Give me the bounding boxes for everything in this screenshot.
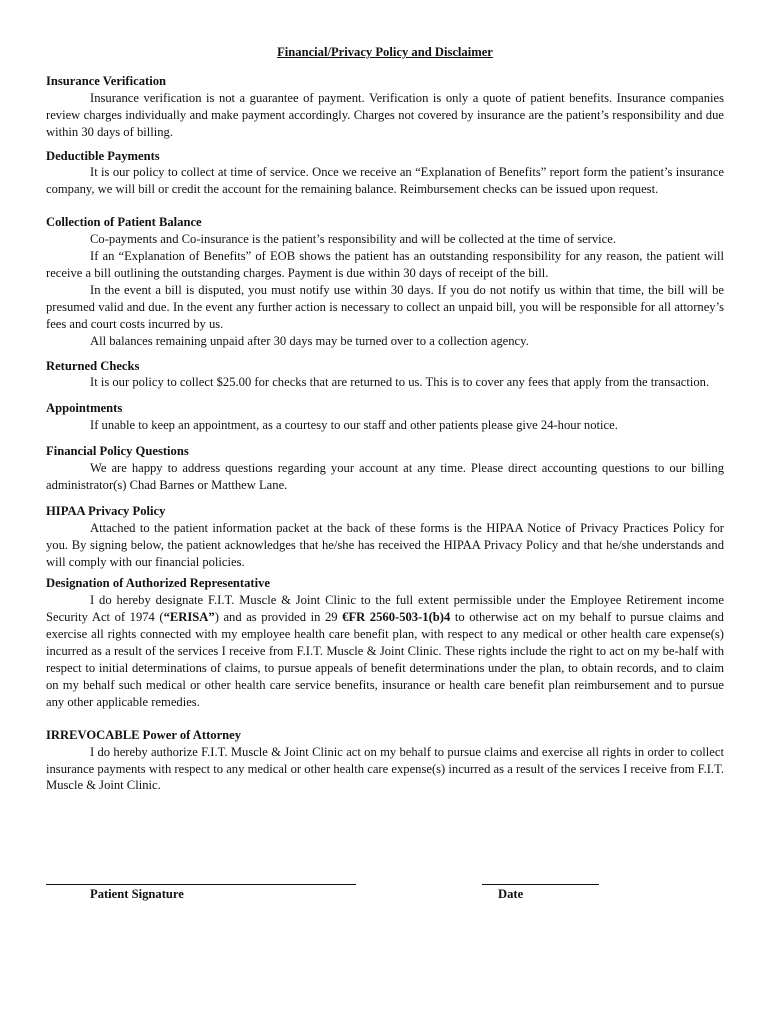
section-heading: Returned Checks: [46, 358, 140, 373]
section-paragraph: Attached to the patient information packet at the back of these forms is the HIPAA Notice of Privacy Practices Policy for you. By signing below, the patient acknowledges that he/she has received the HIPAA Privacy Policy and that he/she understands and will comply with our financial policies.: [46, 520, 724, 569]
designation-text-end: to otherwise act on my behalf to pursue claims and exercise all rights connected with my employee health care benefit plan, with respect to any medical or other health care expense(s) incurred as a result of the services I receive from F.I.T. Muscle & Joint Clinic. These rights include the right to act on my be-half with respect to initial determinations of claims, to pursue appeals of benefit determinations under the plan, to obtain records, and to claim on my behalf such medical or other health care service benefits, insurance or health care benefit plan reimbursement and to pursue any other applicable remedies.: [46, 610, 724, 709]
section-heading: Insurance Verification: [46, 73, 166, 88]
section-heading: HIPAA Privacy Policy: [46, 503, 166, 518]
section-heading: Financial Policy Questions: [46, 444, 189, 459]
section-heading: Designation of Authorized Representative: [46, 576, 270, 591]
patient-signature-line[interactable]: [46, 884, 356, 885]
section-heading: Deductible Payments: [46, 148, 160, 163]
document-title: Financial/Privacy Policy and Disclaimer: [277, 45, 493, 59]
section-power-of-attorney: [46, 727, 724, 795]
section-collection-of-patient-balance: [46, 214, 724, 349]
section-heading: Appointments: [46, 401, 123, 416]
section-hipaa-privacy-policy: [46, 503, 724, 571]
section-paragraph: Insurance verification is not a guarantee of payment. Verification is only a quote of patient benefits. Insurance companies review charges individually and make payment accordingly. Charges not covered by insurance are the patient’s responsibility and due within 30 days of billing.: [46, 90, 724, 139]
signature-area: [46, 872, 724, 912]
section-deductible-payments: [46, 148, 724, 199]
section-paragraph: It is our policy to collect at time of service. Once we receive an “Explanation of Benefits” report form the patient’s insurance company, we will bill or credit the account for the remaining balance. Reimbursement checks can be issued upon request.: [46, 165, 724, 197]
designation-text-mid: ) and as provided in 29: [214, 610, 343, 625]
section-heading: IRREVOCABLE Power of Attorney: [46, 727, 242, 742]
section-financial-policy-questions: [46, 443, 724, 494]
document-page: [46, 44, 724, 794]
section-paragraph: Co-payments and Co-insurance is the patient’s responsibility and will be collected at the time of service.: [90, 232, 616, 247]
section-paragraph: We are happy to address questions regarding your account at any time. Please direct accounting questions to our billing administrator(s) Chad Barnes or Matthew Lane.: [46, 461, 724, 492]
erisa-term: “ERISA”: [163, 610, 215, 625]
section-paragraph: All balances remaining unpaid after 30 days may be turned over to a collection agency.: [90, 333, 529, 348]
section-paragraph: If an “Explanation of Benefits” of EOB shows the patient has an outstanding responsibility for any reason, the patient will receive a bill outlining the outstanding charges. Payment is due within 30 days of receipt of the bill.: [46, 249, 724, 280]
section-insurance-verification: [46, 73, 724, 141]
section-designation-of-authorized-representative: [46, 575, 724, 710]
section-returned-checks: [46, 358, 724, 392]
section-paragraph: In the event a bill is disputed, you must notify use within 30 days. If you do not notify us within that time, the bill will be presumed valid and due. In the event any further action is necessary to collect an unpaid bill, you will be responsible for all attorney’s fees and court costs incurred by us.: [46, 282, 724, 331]
section-heading: Collection of Patient Balance: [46, 215, 202, 230]
section-paragraph: It is our policy to collect $25.00 for checks that are returned to us. This is to cover any fees that apply from the transaction.: [90, 375, 710, 390]
patient-signature-label: Patient Signature: [90, 887, 184, 901]
section-paragraph: I do hereby authorize F.I.T. Muscle & Joint Clinic act on my behalf to pursue claims and exercise all rights in order to collect insurance payments with respect to any medical or other health care expense(s) incurred as a result of the services I receive from F.I.T. Muscle & Joint Clinic.: [46, 744, 724, 793]
date-label: Date: [498, 887, 524, 901]
section-paragraph: [46, 592, 724, 710]
section-appointments: [46, 400, 724, 434]
section-paragraph: If unable to keep an appointment, as a courtesy to our staff and other patients please give 24-hour notice.: [90, 418, 618, 433]
date-line[interactable]: [482, 884, 599, 885]
designation-text-start: I do hereby designate F.I.T. Muscle & Joint Clinic to the full extent permissible under the Employee Retirement income Security Act of 1974 (: [46, 593, 724, 625]
regulation-citation: €FR 2560-503-1(b)4: [342, 610, 451, 625]
